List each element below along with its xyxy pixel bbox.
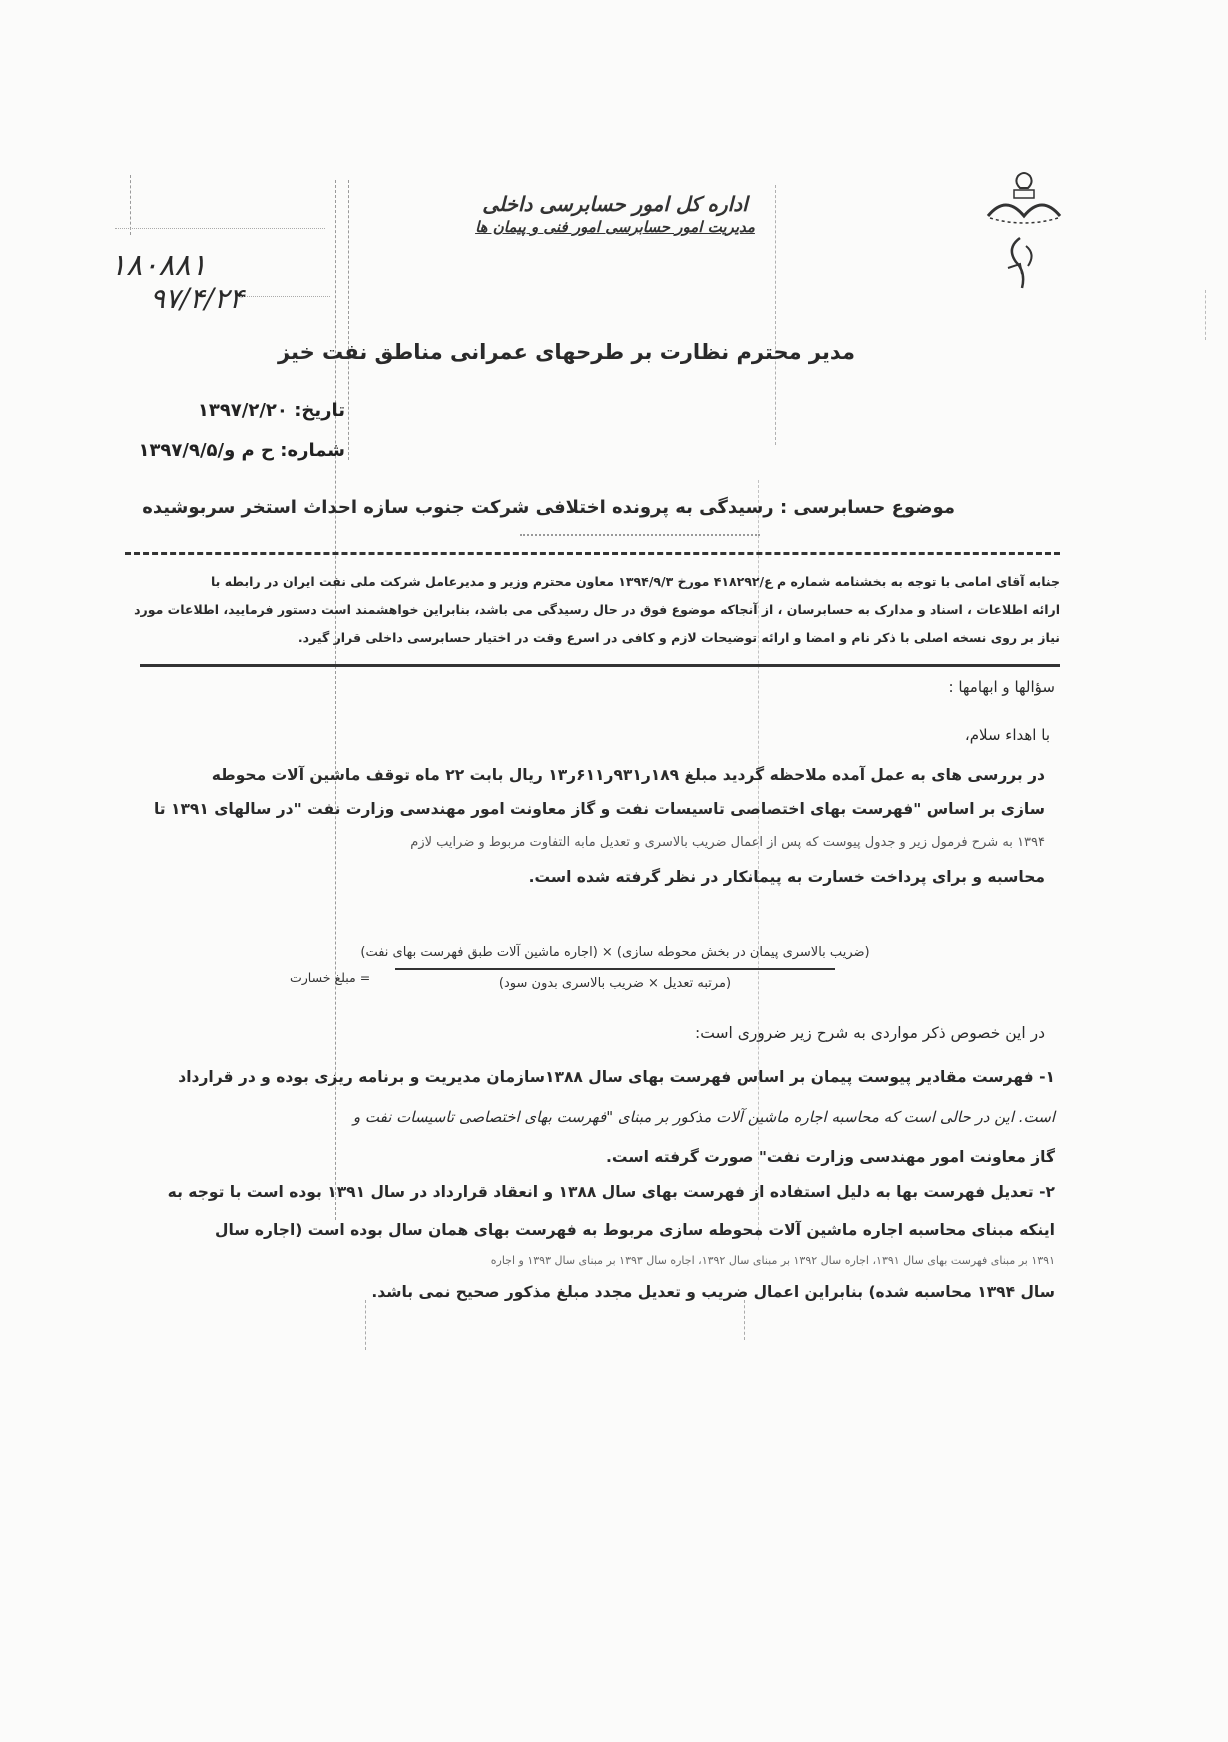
paragraph-1-line: سازی بر اساس "فهرست بهای اختصاصی تاسیسات نفت و گاز معاونت امور مهندسی وزارت نفت "در سالهای ۱۳۹۱ تا <box>153 800 1045 818</box>
scan-artifact-line <box>744 1300 745 1340</box>
nioc-emblem-icon <box>978 168 1068 308</box>
item-1-line: ۱- فهرست مقادیر پیوست پیمان بر اساس فهرست بهای سال ۱۳۸۸سازمان مدیریت و برنامه ریزی بوده و در قرارداد <box>178 1068 1055 1086</box>
organization-name: اداره کل امور حسابرسی داخلی <box>482 192 748 216</box>
item-2-line: ۲- تعدیل فهرست بها به دلیل استفاده از فهرست بهای سال ۱۳۸۸ و انعقاد قرارداد در سال ۱۳۹۱ بوده است با توجه به <box>167 1183 1055 1201</box>
paragraph-1-line: در بررسی های به عمل آمده ملاحظه گردید مبلغ ۱۸۹ر۹۳۱ر۶۱۱ر۱۳ ریال بابت ۲۲ ماه توقف ماشین آلات محوطه <box>211 766 1045 784</box>
greeting: با اهداء سلام، <box>964 726 1050 744</box>
item-2 <box>150 1173 1055 1311</box>
paragraph-1 <box>153 758 1045 894</box>
paragraph-1-line: ۱۳۹۴ به شرح فرمول زیر و جدول پیوست که پس از اعمال ضریب بالاسری و تعدیل مابه التفاوت مربوط و ضرایب لازم <box>410 835 1045 850</box>
scan-artifact-line <box>365 1300 366 1350</box>
letter-date-row <box>185 400 345 421</box>
intro-line: نیاز بر روی نسخه اصلی با ذکر نام و امضا و ارائه توضیحات لازم و کافی در اسرع وقت در اختیار حسابرسی داخلی قرار گیرد. <box>297 630 1060 645</box>
formula-fraction-bar <box>395 968 835 970</box>
formula-numerator: (ضریب بالاسری پیمان در بخش محوطه سازی) × (اجاره ماشین آلات طبق فهرست بهای نفت) <box>360 945 870 960</box>
number-value: ح م و/۱۳۹۷/۹/۵ <box>138 440 274 461</box>
item-2-line: اینکه مبنای محاسبه اجاره ماشین آلات محوطه سازی مربوط به فهرست بهای همان سال بوده است (اجاره سال <box>215 1221 1055 1239</box>
handwritten-registration-number: ۱۸۰۸۸۱ <box>110 248 207 283</box>
item-1 <box>165 1057 1055 1177</box>
letter-addressee: مدیر محترم نظارت بر طرحهای عمرانی مناطق نفت خیز <box>277 340 855 364</box>
organization-department: مدیریت امور حسابرسی امور فنی و پیمان ها <box>475 218 755 236</box>
nioc-logo <box>978 168 1068 308</box>
faint-stamp-text <box>240 296 330 297</box>
scan-artifact-line <box>348 180 349 460</box>
letter-subject: موضوع حسابرسی : رسیدگی به پرونده اختلافی شرکت جنوب سازه احداث استخر سربوشیده <box>142 497 955 518</box>
organization-header <box>460 192 770 236</box>
scan-artifact-line <box>130 175 131 235</box>
scan-artifact-line <box>775 185 776 445</box>
date-value: ۱۳۹۷/۲/۲۰ <box>197 400 288 421</box>
faint-stamp-text <box>115 228 325 229</box>
box-top-rule <box>125 552 1060 555</box>
handwritten-registration-date: ۹۷/۴/۲۴ <box>150 282 245 315</box>
letter-number-row <box>138 440 345 461</box>
formula-denominator: (مرتبه تعدیل × ضریب بالاسری بدون سود) <box>498 976 732 991</box>
formula-result-label: = مبلغ خسارت <box>290 970 371 985</box>
scan-artifact-line <box>1205 290 1206 340</box>
number-label: شماره: <box>280 440 345 461</box>
intro-line: جنابه آقای امامی با توجه به بخشنامه شماره م ع/۴۱۸۲۹۲ مورخ ۱۳۹۴/۹/۳ معاون محترم وزیر و مدیرعامل شرکت ملی نفت ایران در رابطه با <box>210 574 1060 589</box>
faint-stamp-text <box>520 534 760 536</box>
paragraph-1-line: محاسبه و برای پرداخت خسارت به پیمانکار در نظر گرفته شده است. <box>528 868 1045 886</box>
questions-heading: سؤالها و ابهامها : <box>948 678 1055 696</box>
intro-box <box>134 568 1060 652</box>
item-1-line: است. این در حالی است که محاسبه اجاره ماشین آلات مذکور بر مبنای "فهرست بهای اختصاصی تاسیسات نفت و <box>352 1108 1055 1126</box>
item-2-line: سال ۱۳۹۴ محاسبه شده) بنابراین اعمال ضریب و تعدیل مجدد مبلغ مذکور صحیح نمی باشد. <box>371 1283 1055 1301</box>
item-2-line: ۱۳۹۱ بر مبنای فهرست بهای سال ۱۳۹۱، اجاره سال ۱۳۹۲ بر مبنای سال ۱۳۹۲، اجاره سال ۱۳۹۳ بر مبنای سال ۱۳۹۳ و اجاره <box>490 1254 1055 1267</box>
intro-line: ارائه اطلاعات ، اسناد و مدارک به حسابرسان ، از آنجاکه موضوع فوق در حال رسیدگی می باشد، بنابراین خواهشمند است دستور فرمایید، اطلاعات مورد <box>134 602 1060 617</box>
box-bottom-rule <box>140 664 1060 667</box>
paragraph-2-intro: در این خصوص ذکر مواردی به شرح زیر ضروری است: <box>695 1024 1045 1042</box>
date-label: تاریخ: <box>294 400 345 421</box>
item-1-line: گاز معاونت امور مهندسی وزارت نفت" صورت گرفته است. <box>606 1148 1055 1166</box>
